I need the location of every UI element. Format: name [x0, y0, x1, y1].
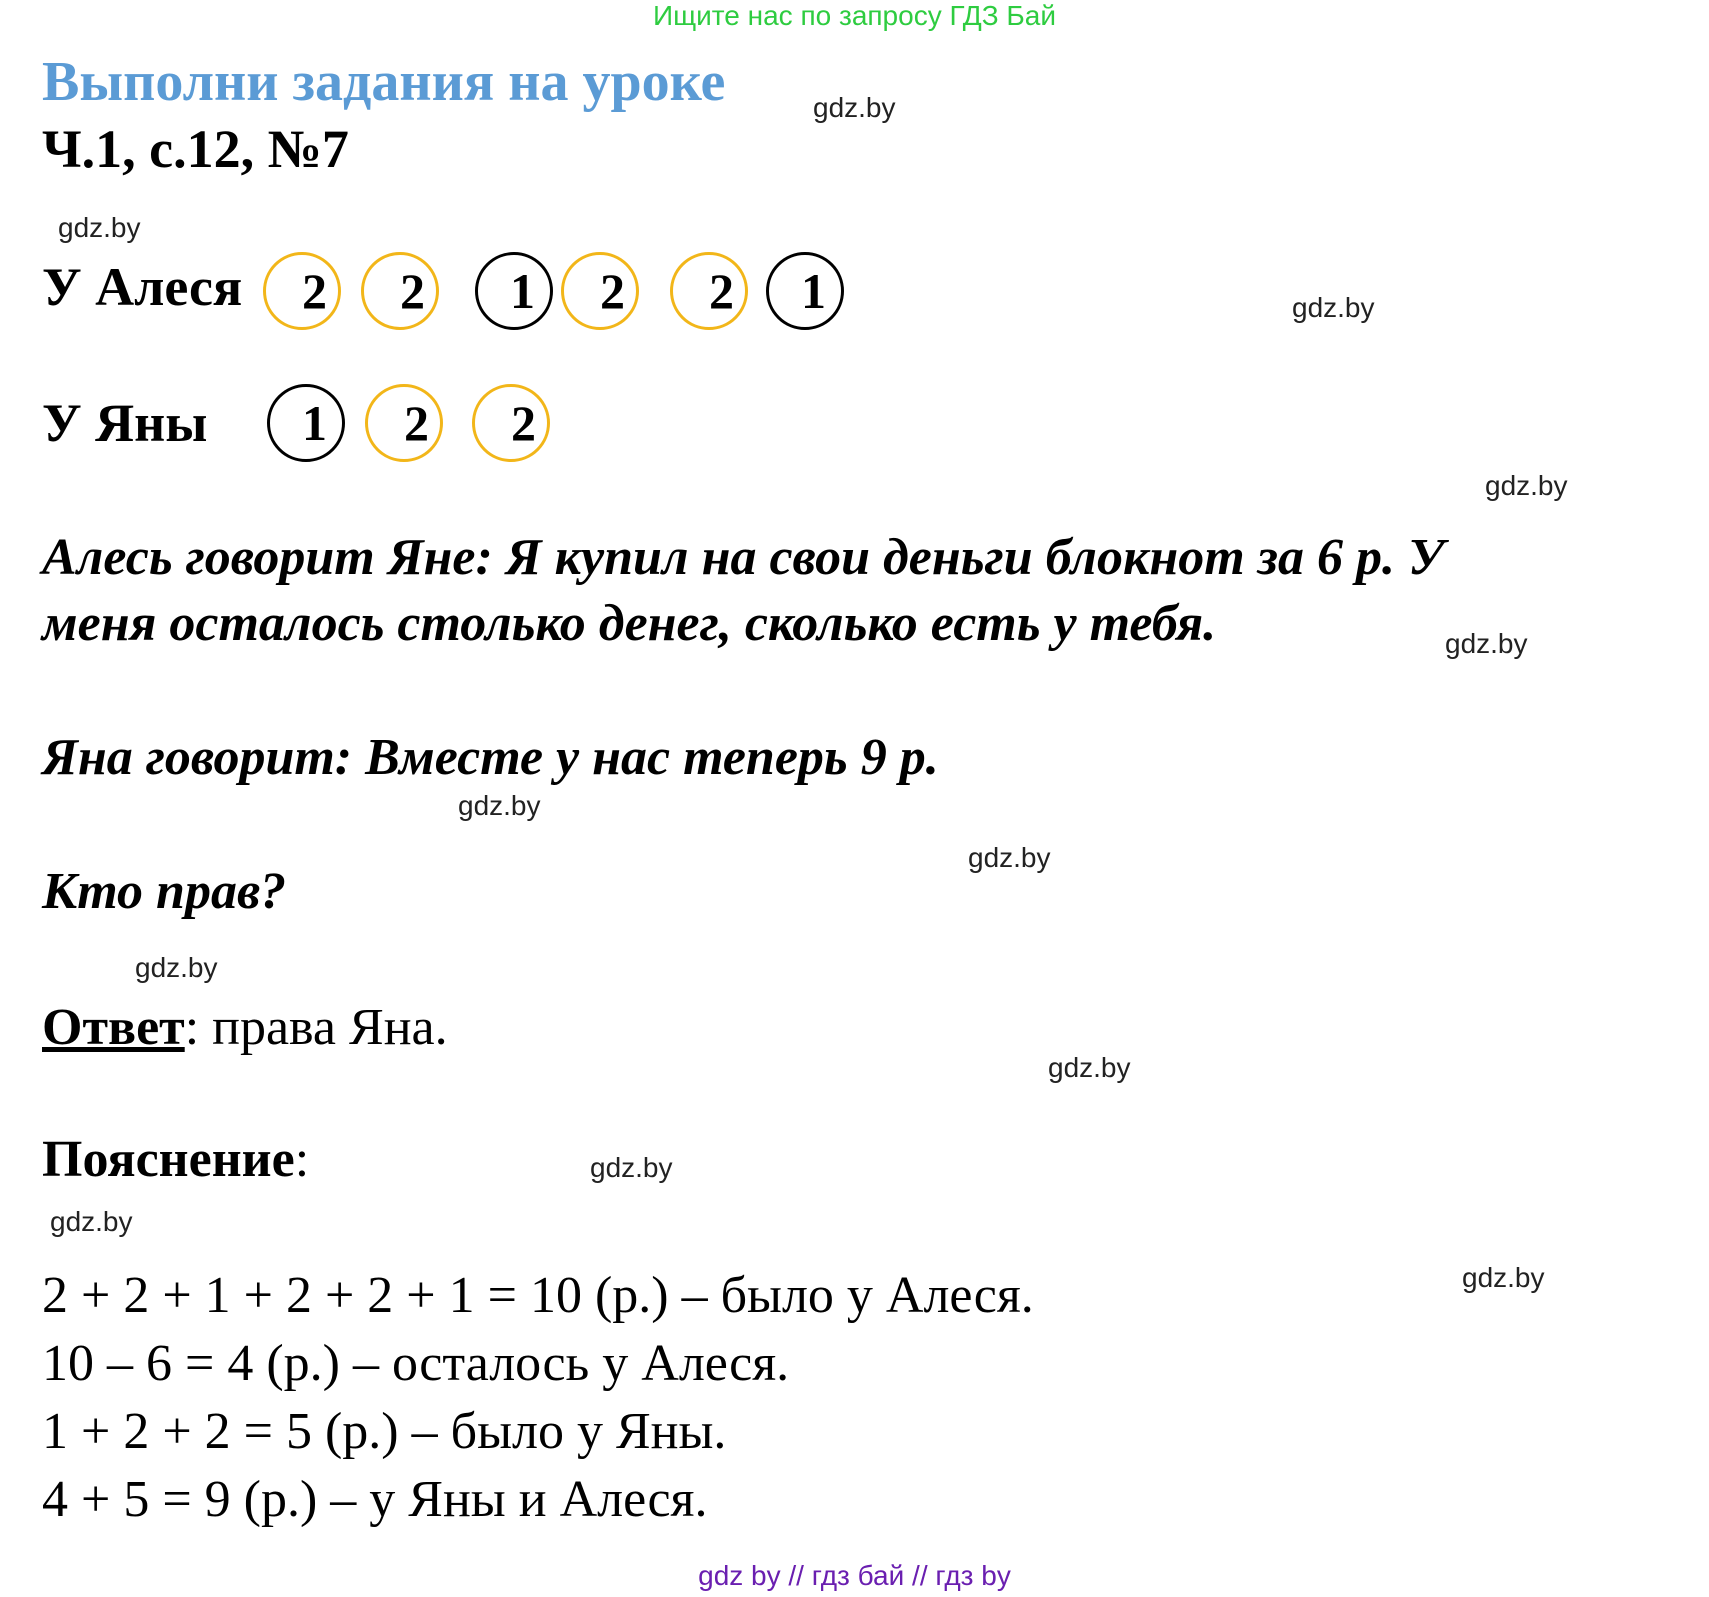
yana-coin-value: 2 [404, 395, 429, 451]
ales-coin [361, 252, 439, 330]
ales-coin-value: 2 [302, 263, 327, 319]
footer-links: gdz by // гдз бай // гдз by [698, 1560, 1011, 1591]
calc-line-3: 1 + 2 + 2 = 5 (р.) – было у Яны. [42, 1403, 727, 1460]
watermark: gdz.by [1048, 1052, 1131, 1083]
ales-coin-value: 2 [400, 263, 425, 319]
ales-coin-value: 2 [600, 263, 625, 319]
watermark: gdz.by [1485, 470, 1568, 501]
yana-statement: Яна говорит: Вместе у нас теперь 9 р. [42, 729, 939, 786]
top-banner: Ищите нас по запросу ГДЗ Бай [652, 0, 1057, 31]
ales-coin [670, 252, 748, 330]
watermark: gdz.by [58, 212, 141, 243]
yana-coin-value: 2 [511, 395, 536, 451]
ales-coin [561, 252, 639, 330]
watermark: gdz.by [813, 92, 896, 123]
watermark: gdz.by [1292, 292, 1375, 323]
yana-coin-value: 1 [302, 395, 327, 451]
watermark: gdz.by [458, 790, 541, 821]
ales-coin-value: 1 [510, 263, 535, 319]
yana-coin [267, 384, 345, 462]
ales-coin-value: 1 [801, 263, 826, 319]
answer-text: : права Яна. [184, 999, 448, 1056]
problem-line-1: Алесь говорит Яне: Я купил на свои деньги блокнот за 6 р. У [42, 529, 1445, 586]
question: Кто прав? [42, 863, 287, 920]
watermark: gdz.by [968, 842, 1051, 873]
ales-coin [766, 252, 844, 330]
yana-label: У Яны [42, 393, 208, 453]
watermark: gdz.by [590, 1152, 673, 1183]
calc-line-2: 10 – 6 = 4 (р.) – осталось у Алеся. [42, 1335, 790, 1392]
watermark: gdz.by [135, 952, 218, 983]
explanation-colon: : [294, 1131, 310, 1188]
watermark: gdz.by [50, 1206, 133, 1237]
watermark: gdz.by [1462, 1262, 1545, 1293]
calc-line-4: 4 + 5 = 9 (р.) – у Яны и Алеся. [42, 1471, 708, 1528]
ales-coin [263, 252, 341, 330]
watermark: gdz.by [1445, 628, 1528, 659]
yana-coin [365, 384, 443, 462]
explanation-title [42, 1130, 309, 1189]
page-title: Выполни задания на уроке [42, 51, 726, 113]
problem-line-2: меня осталось столько денег, сколько есть у тебя. [42, 595, 1217, 652]
ales-label: У Алеся [42, 257, 243, 317]
explanation-title-text: Пояснение [42, 1131, 295, 1188]
answer-label: Ответ [42, 999, 185, 1056]
ales-coin [475, 252, 553, 330]
task-reference: Ч.1, с.12, №7 [42, 119, 349, 179]
answer [42, 998, 448, 1057]
ales-coin-value: 2 [709, 263, 734, 319]
yana-coin [472, 384, 550, 462]
calc-line-1: 2 + 2 + 1 + 2 + 2 + 1 = 10 (р.) – было у Алеся. [42, 1267, 1034, 1324]
